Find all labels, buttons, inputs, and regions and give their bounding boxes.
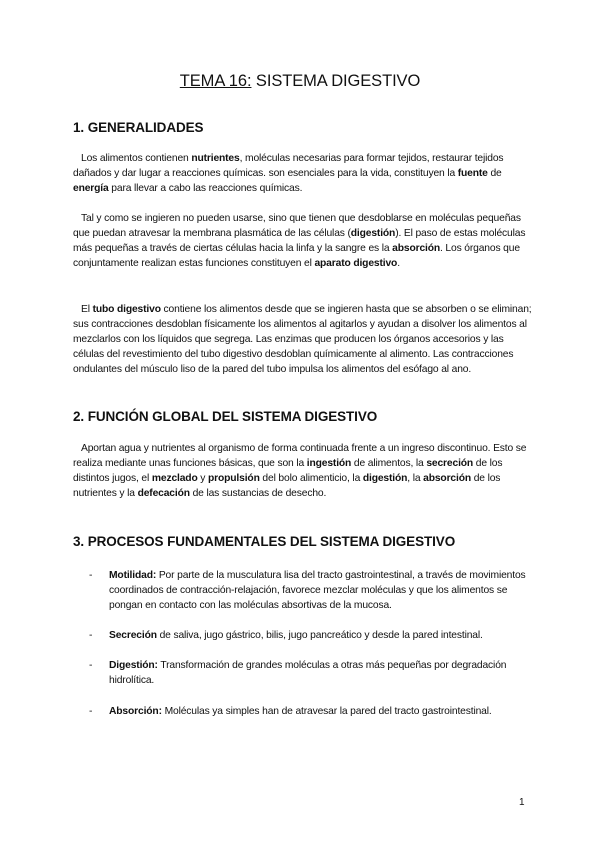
list-dash: - [89, 706, 93, 717]
bold-term: defecación [137, 488, 190, 499]
bold-term: digestión [350, 228, 396, 239]
text-run: , moléculas necesarias para formar tejidos, restaurar tejidos dañados y dar lugar a reacciones químicas. son esenciales para la vida, constituyen la [73, 153, 504, 179]
bold-term: Motilidad: [109, 570, 157, 581]
section-1-paragraph-2 [73, 211, 533, 271]
list-dash: - [89, 630, 93, 641]
list-dash: - [89, 570, 93, 581]
text-run: de saliva, jugo gástrico, bilis, jugo pancreático y desde la pared intestinal. [156, 630, 483, 641]
text-run: y [197, 473, 209, 484]
bold-term: propulsión [208, 473, 260, 484]
text-run: contiene los alimentos desde que se ingieren hasta que se absorben o se eliminan; sus contracciones desdoblan físicamente los alimentos al agitarlos y ayudan a disolver los alimentos al mezclarlos con los líquidos que segrega. Las enzimas que producen los órganos accesorios y las células del revestimiento del tubo digestivo desdoblan químicamente al alimento. Las contracciones ondulantes del músculo liso de la pared del tubo impulsa los alimentos del esófago al ano. [73, 304, 532, 375]
list-item [89, 704, 535, 719]
text-run: . [397, 258, 400, 269]
list-dash: - [89, 660, 93, 671]
bold-term: fuente [457, 168, 488, 179]
bold-term: Secreción [109, 630, 157, 641]
section-1-heading: 1. GENERALIDADES [73, 120, 204, 135]
text-run: de los nutrientes y la [73, 473, 501, 499]
text-run: Tal y como se ingieren no pueden usarse, sino que tienen que desdoblarse en moléculas pequeñas que puedan atravesar la membrana plasmática de las células ( [73, 213, 521, 239]
text-run: Aportan agua y nutrientes al organismo de forma continuada frente a un ingreso discontinuo. Esto se realiza mediante unas funciones básicas, que son la [73, 443, 527, 469]
text-run: de los distintos jugos, el [73, 458, 503, 484]
bold-term: digestión [362, 473, 408, 484]
list-item-text [109, 628, 535, 643]
text-run: Los alimentos contienen [81, 153, 192, 164]
list-item-text [109, 704, 535, 719]
page-number: 1 [519, 797, 525, 808]
section-1-paragraph-1 [73, 151, 533, 196]
bold-term: Digestión: [109, 660, 158, 671]
text-run: Por parte de la musculatura lisa del tracto gastrointestinal, a través de movimientos coordinados de contracción-relajación, favorece mezclar moléculas y que los alimentos se pongan en contacto con las moléculas absortivas de la mucosa. [109, 570, 526, 611]
section-2-paragraph-1 [73, 441, 533, 501]
title-rest: SISTEMA DIGESTIVO [251, 72, 421, 90]
list-item [89, 568, 535, 613]
text-run: de [487, 168, 502, 179]
bold-term: ingestión [306, 458, 352, 469]
text-run: de las sustancias de desecho. [189, 488, 327, 499]
text-run: del bolo alimenticio, la [259, 473, 363, 484]
text-run: ). El paso de estas moléculas más pequeñas a través de ciertas células hacia la linfa y la sangre es la [73, 228, 526, 254]
list-item-text [109, 568, 535, 613]
list-item [89, 628, 535, 643]
text-run: Transformación de grandes moléculas a otras más pequeñas por degradación hidrolítica. [109, 660, 507, 686]
bold-term: tubo digestivo [92, 304, 161, 315]
text-run: de alimentos, la [351, 458, 427, 469]
bold-term: absorción [392, 243, 441, 254]
bold-term: energía [73, 183, 109, 194]
list-item-text [109, 658, 535, 688]
list-item [89, 658, 535, 688]
section-3-heading: 3. PROCESOS FUNDAMENTALES DEL SISTEMA DIGESTIVO [73, 534, 456, 549]
text-run: El [81, 304, 93, 315]
text-run: . Los órganos que conjuntamente realizan estas funciones constituyen el [73, 243, 520, 269]
text-run: para llevar a cabo las reacciones químicas. [108, 183, 303, 194]
title-prefix: TEMA 16: [179, 72, 252, 90]
document-title [0, 72, 600, 91]
bold-term: mezclado [151, 473, 198, 484]
section-2-heading: 2. FUNCIÓN GLOBAL DEL SISTEMA DIGESTIVO [73, 409, 378, 424]
bold-term: secreción [426, 458, 474, 469]
section-1-paragraph-3 [73, 302, 533, 377]
bold-term: absorción [423, 473, 471, 484]
text-run: , la [407, 473, 424, 484]
text-run: Moléculas ya simples han de atravesar la pared del tracto gastrointestinal. [161, 706, 492, 717]
bold-term: nutrientes [191, 153, 240, 164]
bold-term: aparato digestivo [314, 258, 398, 269]
bold-term: Absorción: [109, 706, 162, 717]
